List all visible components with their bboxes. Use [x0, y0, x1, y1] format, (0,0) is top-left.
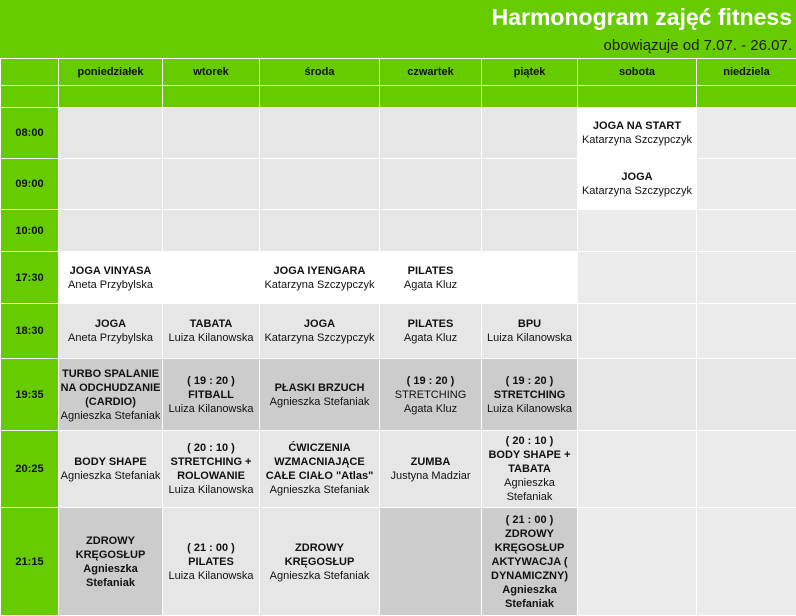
time-row-1935 [1, 359, 796, 431]
class-teacher: Luiza Kilanowska [168, 484, 254, 496]
class-name: TABATA [189, 318, 233, 330]
class-name: ZDROWY KRĘGOSŁUP AKTYWACJA ( DYNAMICZNY) [491, 527, 568, 582]
class-name: PŁASKI BRZUCH [274, 381, 365, 394]
time-label: 17:30 [1, 252, 59, 304]
class-cell [163, 304, 260, 359]
class-name: ĆWICZENIA WZMACNIAJĄCE CAŁE CIAŁO "Atlas" [265, 442, 374, 482]
class-teacher: Luiza Kilanowska [487, 332, 572, 344]
class-teacher: Agnieszka Stefaniak [83, 562, 138, 589]
class-time: ( 19 : 20 ) [187, 374, 235, 387]
class-teacher: Katarzyna Szczypczyk [264, 278, 375, 291]
class-cell [482, 508, 578, 616]
day-header-friday: piątek [482, 59, 578, 86]
class-cell [578, 108, 697, 159]
class-cell [59, 359, 163, 431]
class-cell [260, 359, 380, 431]
class-cell [380, 359, 482, 431]
class-name: FITBALL [188, 388, 234, 401]
class-name: JOGA NA START [592, 120, 682, 132]
page-header [0, 0, 796, 58]
class-teacher: Agata Kluz [403, 332, 458, 344]
class-teacher: Katarzyna Szczypczyk [581, 134, 693, 146]
class-cell [482, 359, 578, 431]
class-time: ( 20 : 10 ) [187, 442, 235, 454]
class-name: PILATES [407, 264, 454, 277]
time-row-1830 [1, 304, 796, 359]
day-header-wednesday: środa [260, 59, 380, 86]
class-teacher: Luiza Kilanowska [168, 332, 254, 344]
time-label: 08:00 [1, 108, 59, 159]
class-name: ZDROWY KRĘGOSŁUP [284, 541, 355, 568]
class-teacher: Agata Kluz [403, 278, 458, 291]
class-teacher: Luiza Kilanowska [168, 569, 254, 582]
class-cell [163, 359, 260, 431]
class-teacher: Luiza Kilanowska [168, 402, 254, 415]
time-label: 09:00 [1, 159, 59, 210]
class-cell [59, 431, 163, 508]
class-name: ZDROWY KRĘGOSŁUP [75, 534, 146, 561]
class-name: STRETCHING [493, 388, 566, 401]
time-row-2025 [1, 431, 796, 508]
class-cell [482, 431, 578, 508]
day-header-sunday: niedziela [697, 59, 796, 86]
class-teacher: Aneta Przybylska [68, 332, 153, 344]
time-label: 20:25 [1, 431, 59, 508]
class-teacher: Agnieszka Stefaniak [269, 484, 370, 496]
class-name: JOGA [303, 318, 336, 330]
class-teacher: Agnieszka Stefaniak [269, 395, 370, 408]
class-teacher: Agnieszka Stefaniak [60, 470, 161, 482]
class-cell [380, 304, 482, 359]
class-name: JOGA VINYASA [69, 264, 152, 277]
class-time: ( 19 : 20 ) [406, 374, 455, 387]
class-name: STRETCHING + ROLOWANIE [170, 456, 252, 482]
page-title: Harmonogram zajęć fitness [491, 4, 792, 30]
class-teacher: Agnieszka Stefaniak [502, 583, 557, 610]
class-cell [163, 431, 260, 508]
class-name: PILATES [188, 555, 234, 568]
class-cell [260, 431, 380, 508]
class-name: STRETCHING [394, 388, 467, 401]
class-name: ZUMBA [410, 456, 451, 468]
class-name: JOGA IYENGARA [273, 264, 366, 277]
class-name: BODY SHAPE + TABATA [488, 449, 571, 475]
page-subtitle: obowiązuje od 7.07. - 26.07. [603, 37, 792, 54]
class-cell [578, 159, 697, 210]
time-label: 18:30 [1, 304, 59, 359]
time-row-1000 [1, 210, 796, 252]
class-cell [59, 252, 163, 304]
class-name: JOGA [621, 171, 653, 183]
class-cell [163, 508, 260, 616]
class-time: ( 19 : 20 ) [505, 374, 554, 387]
schedule-table [0, 58, 796, 616]
time-label: 21:15 [1, 508, 59, 616]
class-teacher: Agata Kluz [403, 402, 458, 415]
class-teacher: Agnieszka Stefaniak [269, 569, 370, 582]
day-header-row [1, 59, 796, 86]
time-row-0800 [1, 108, 796, 159]
time-row-1730 [1, 252, 796, 304]
class-teacher: Justyna Madziar [390, 470, 471, 482]
day-header-saturday: sobota [578, 59, 697, 86]
class-time: ( 21 : 00 ) [187, 541, 235, 554]
class-name: JOGA [94, 318, 127, 330]
class-cell [260, 252, 380, 304]
spacer-row [1, 86, 796, 108]
time-label: 10:00 [1, 210, 59, 252]
day-header-tuesday: wtorek [163, 59, 260, 86]
class-cell [380, 431, 482, 508]
class-teacher: Aneta Przybylska [68, 278, 153, 291]
class-time: ( 20 : 10 ) [505, 435, 554, 447]
class-cell [59, 304, 163, 359]
class-cell [59, 508, 163, 616]
class-teacher: Agnieszka Stefaniak [60, 409, 161, 422]
time-row-0900 [1, 159, 796, 210]
class-cell [482, 304, 578, 359]
class-cell [380, 252, 482, 304]
corner-cell [1, 59, 59, 86]
class-name: TURBO SPALANIE NA ODCHUDZANIE (CARDIO) [60, 367, 161, 408]
class-name: BPU [517, 318, 542, 330]
class-teacher: Agnieszka Stefaniak [504, 477, 555, 503]
class-cell [260, 508, 380, 616]
class-teacher: Luiza Kilanowska [487, 402, 572, 415]
class-name: BODY SHAPE [74, 456, 147, 468]
class-time: ( 21 : 00 ) [505, 513, 554, 526]
time-label: 19:35 [1, 359, 59, 431]
class-teacher: Katarzyna Szczypczyk [581, 185, 693, 197]
time-row-2115 [1, 508, 796, 616]
class-teacher: Katarzyna Szczypczyk [264, 332, 375, 344]
day-header-thursday: czwartek [380, 59, 482, 86]
class-name: PILATES [407, 318, 454, 330]
day-header-monday: poniedziałek [59, 59, 163, 86]
class-cell [260, 304, 380, 359]
